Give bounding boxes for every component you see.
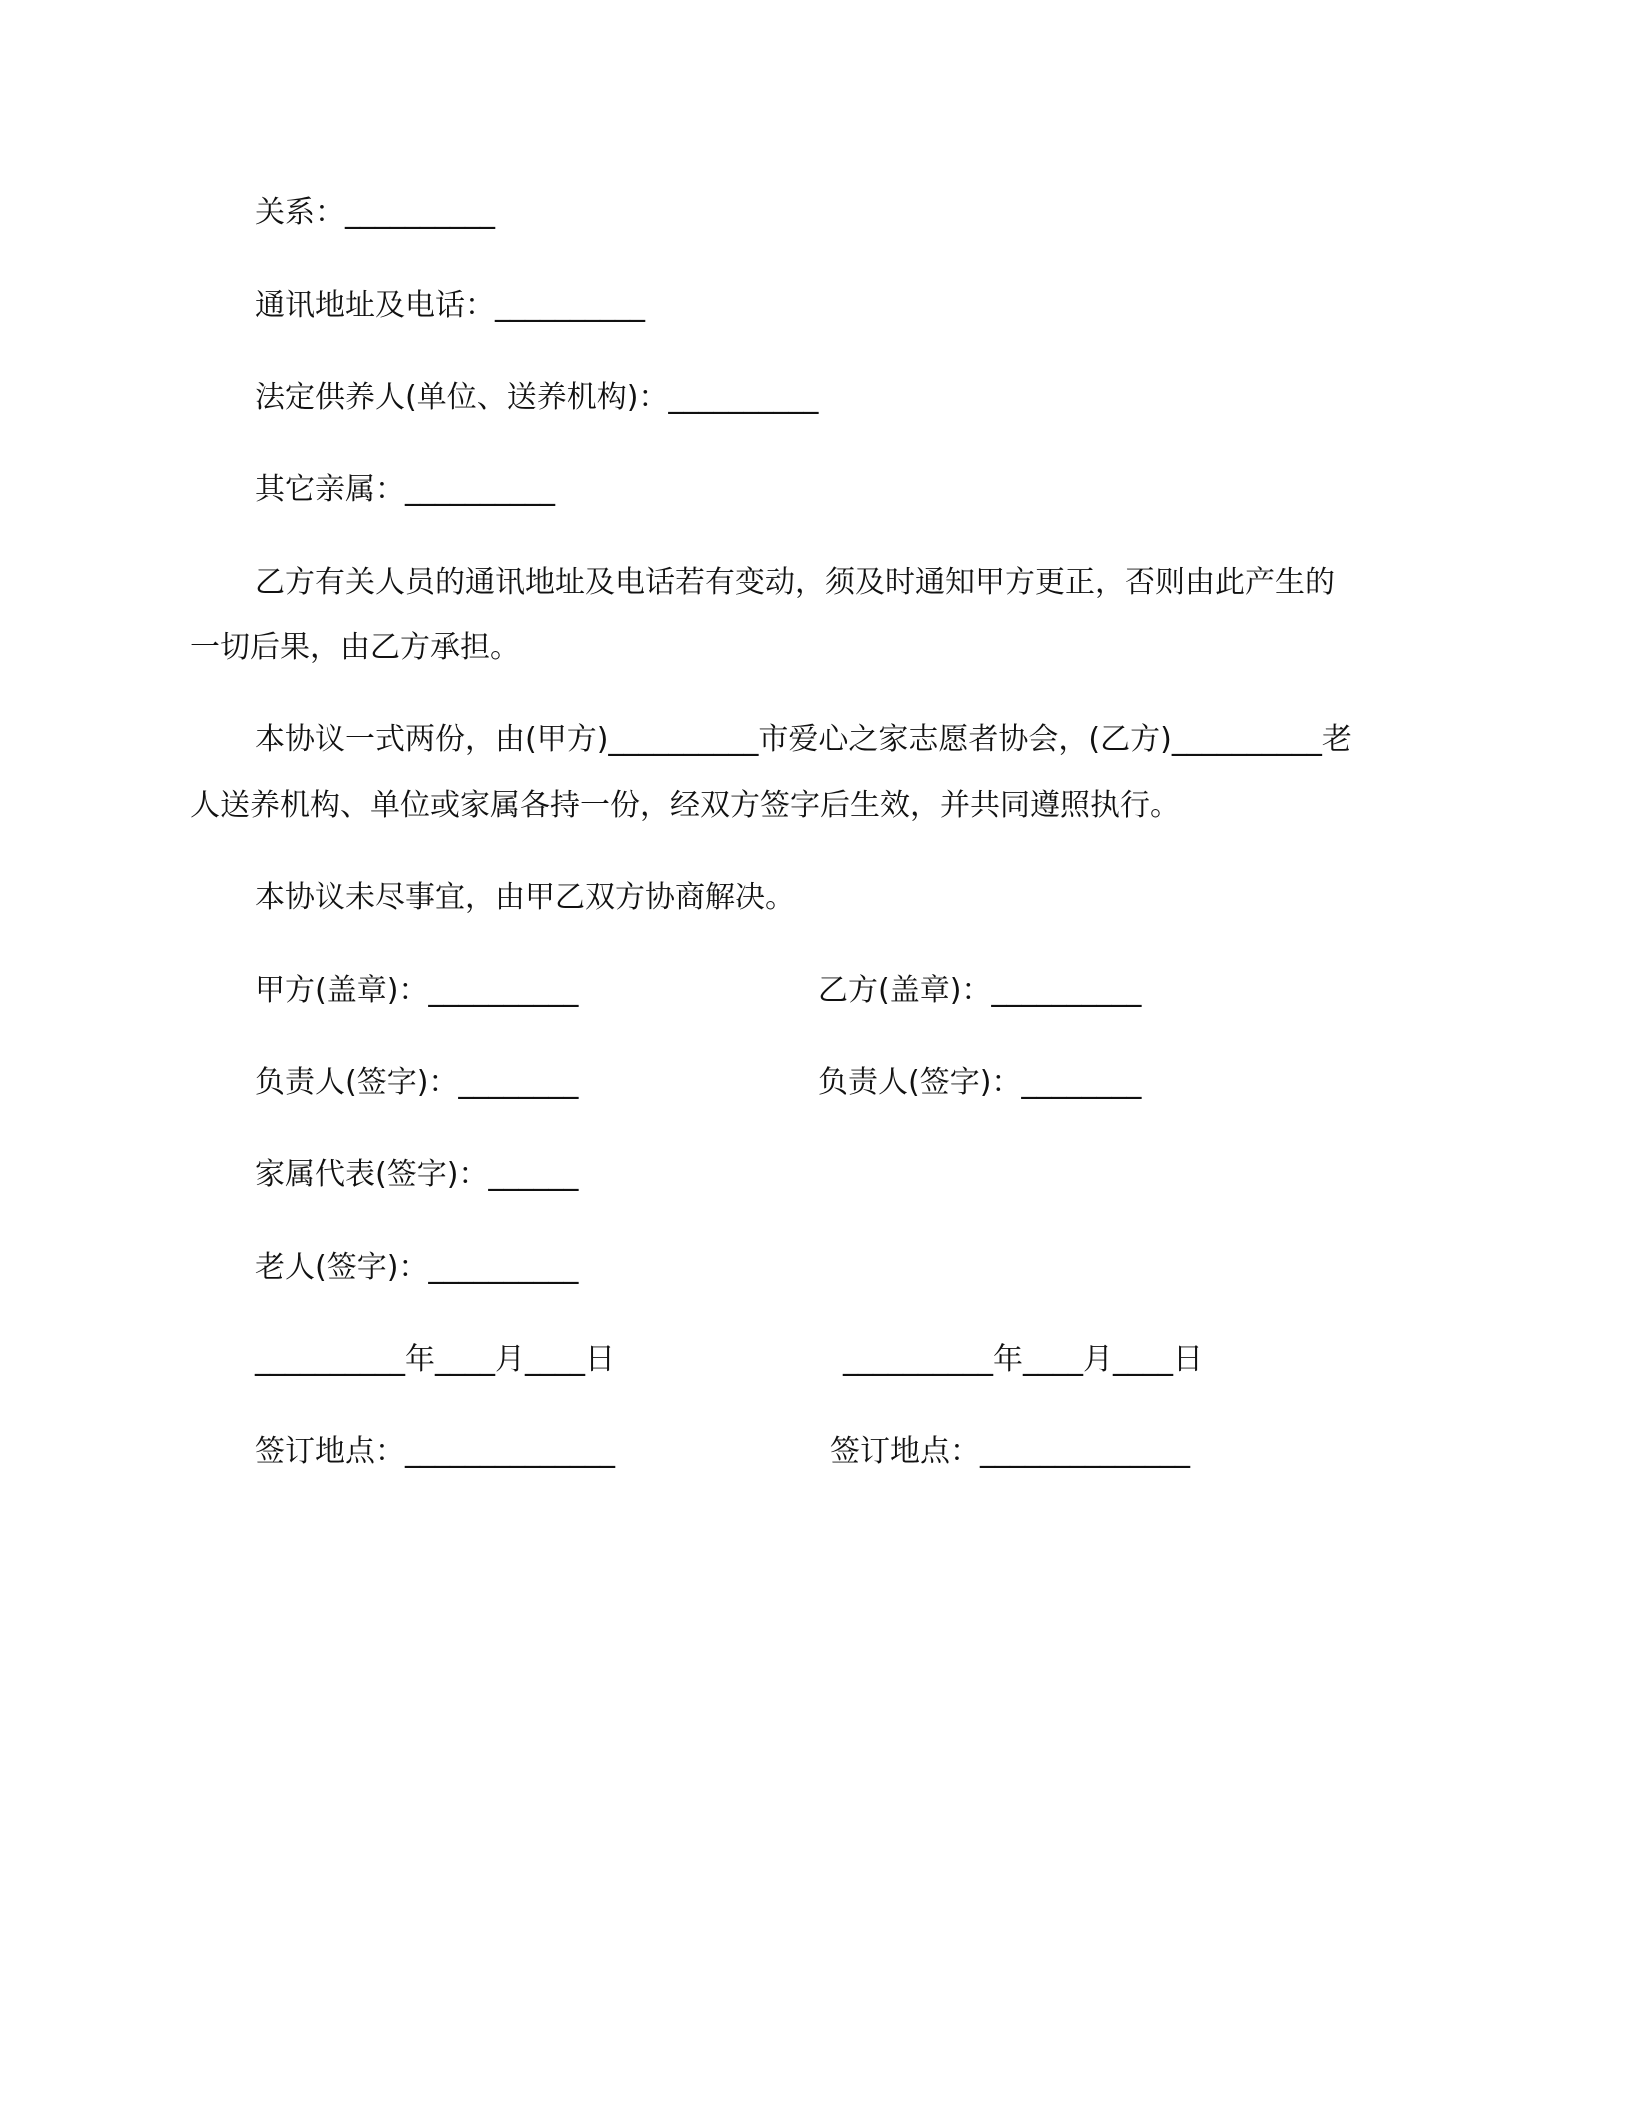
party-b-seal: 乙方(盖章)：__________ — [818, 973, 1142, 1008]
copies-clause-line-2: 人送养机构、单位或家属各持一份，经双方签字后生效，并共同遵照执行。 — [190, 788, 1180, 823]
other-relatives-blank: __________ — [405, 472, 555, 507]
party-a-seal: 甲方(盖章)：__________ — [255, 973, 579, 1008]
family-rep-signature: 家属代表(签字)：______ — [255, 1157, 579, 1192]
party-b-person-signature: 负责人(签字)：________ — [818, 1065, 1142, 1100]
elder-signature: 老人(签字)：__________ — [255, 1250, 579, 1285]
unresolved-clause: 本协议未尽事宜，由甲乙双方协商解决。 — [255, 880, 795, 915]
date-party-b: __________年____月____日 — [843, 1342, 1203, 1377]
signing-place-b: 签订地点：______________ — [830, 1434, 1190, 1469]
other-relatives-field — [255, 470, 555, 510]
party-a-person-signature: 负责人(签字)：________ — [255, 1065, 579, 1100]
other-relatives-label: 其它亲属： — [255, 472, 405, 507]
legal-supporter-field: 法定供养人(单位、送养机构)：__________ — [255, 380, 819, 415]
change-notice-line-1: 乙方有关人员的通讯地址及电话若有变动，须及时通知甲方更正，否则由此产生的 — [255, 565, 1335, 600]
change-notice-line-2: 一切后果，由乙方承担。 — [190, 630, 520, 665]
date-party-a: __________年____月____日 — [255, 1342, 615, 1377]
signing-place-a: 签订地点：______________ — [255, 1434, 615, 1469]
relation-field: 关系：__________ — [255, 195, 495, 230]
copies-clause-line-1: 本协议一式两份，由(甲方)__________市爱心之家志愿者协会，(乙方)__________老 — [255, 722, 1352, 757]
address-phone-field: 通讯地址及电话：__________ — [255, 288, 645, 323]
